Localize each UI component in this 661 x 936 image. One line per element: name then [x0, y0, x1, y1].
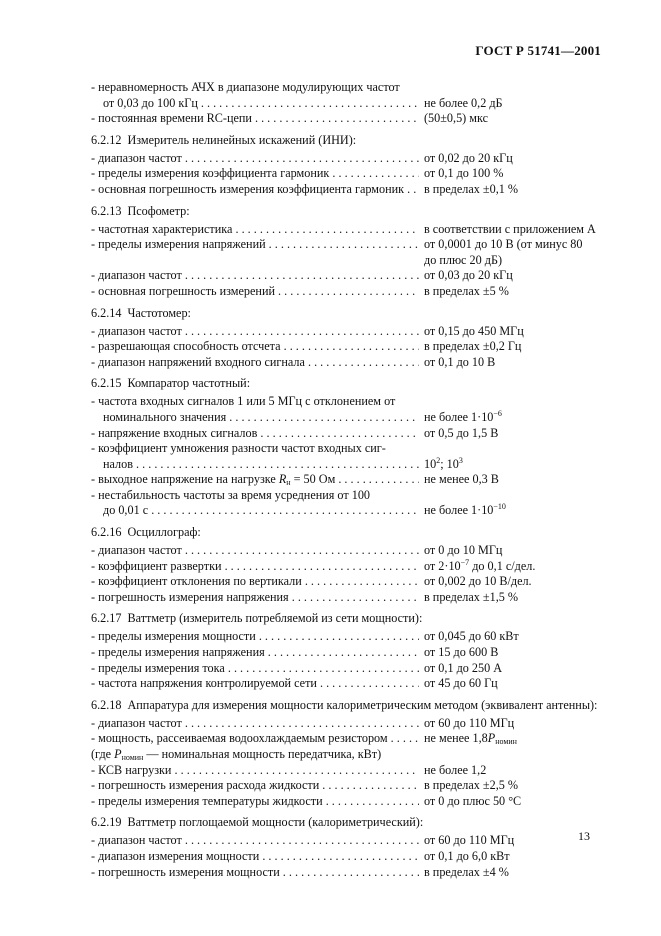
list-item: (где $P_{номин}$ — номинальная мощность передатчика, кВт): [91, 747, 382, 762]
list-item: - диапазон частот . . . от 60 до 110 МГц: [91, 716, 611, 732]
list-item: - выходное напряжение на нагрузке $R_н = 50$ Ом . . . не менее 0,3 В: [91, 472, 611, 488]
list-item: - коэффициент развертки . . . от $2\cdot 10^{-7}$ до 0,1 с/дел.: [91, 559, 611, 575]
list-item: - мощность, рассеиваемая водоохлаждаемым резистором . . . не менее $1,8P_{номин}$: [91, 731, 611, 747]
list-item: - частота напряжения контролируемой сети . . . от 45 до 60 Гц: [91, 676, 611, 692]
list-item: - основная погрешность измерения коэффициента гармоник . . . в пределах ±0,1 %: [91, 182, 611, 198]
section-heading: 6.2.15 Компаратор частотный:: [91, 376, 251, 391]
list-item: - диапазон частот . . . от 0,15 до 450 МГц: [91, 324, 611, 340]
section-heading: 6.2.17 Ваттметр (измеритель потребляемой из сети мощности):: [91, 611, 423, 626]
section-heading: 6.2.19 Ваттметр поглощаемой мощности (калориметрический):: [91, 815, 424, 830]
list-item: - пределы измерения мощности . . . от 0,045 до 60 кВт: [91, 629, 611, 645]
list-item: - пределы измерения температуры жидкости . . . от 0 до плюс 50 °С: [91, 794, 611, 810]
list-item: - разрешающая способность отсчета . . . в пределах ±0,2 Гц: [91, 339, 611, 355]
section-heading: 6.2.13 Псофометр:: [91, 203, 190, 218]
list-item: - пределы измерения напряжений . . . от 0,0001 до 10 В (от минус 80: [91, 237, 611, 253]
list-item: от 0,03 до 100 кГц . . . не более 0,2 дБ: [91, 96, 611, 112]
document-header: ГОСТ Р 51741—2001: [475, 43, 601, 58]
list-item: налов . . . $10^2$; $10^3$: [91, 457, 611, 473]
list-item: - напряжение входных сигналов . . . от 0,5 до 1,5 В: [91, 426, 611, 442]
list-item: - погрешность измерения напряжения . . . в пределах ±1,5 %: [91, 590, 611, 606]
list-item: - постоянная времени RC-цепи . . . (50±0,5) мкс: [91, 111, 611, 127]
spec-content: [91, 80, 611, 880]
list-item: - пределы измерения тока . . . от 0,1 до 250 А: [91, 661, 611, 677]
list-item: - КСВ нагрузки . . . не более 1,2: [91, 763, 611, 779]
list-item: - пределы измерения напряжения . . . от 15 до 600 В: [91, 645, 611, 661]
list-item: - диапазон частот . . . от 60 до 110 МГц: [91, 833, 611, 849]
list-item: - диапазон частот . . . от 0,02 до 20 кГц: [91, 151, 611, 167]
list-item: номинального значения . . . не более $1\cdot 10^{-6}$: [91, 410, 611, 426]
list-item: - нестабильность частоты за время усреднения от 100: [91, 487, 371, 502]
list-item: - частотная характеристика . . . в соответствии с приложением А: [91, 222, 611, 238]
list-item: - диапазон измерения мощности . . . от 0,1 до 6,0 кВт: [91, 849, 611, 865]
page-number: 13: [578, 829, 590, 843]
list-item: - диапазон частот . . . от 0,03 до 20 кГц: [91, 268, 611, 284]
section-heading: 6.2.18 Аппаратура для измерения мощности калориметрическим методом (эквивалент антенны):: [91, 697, 598, 712]
list-item: - диапазон частот . . . от 0 до 10 МГц: [91, 543, 611, 559]
list-item: до 0,01 с . . . не более $1\cdot 10^{-10}$: [91, 503, 611, 519]
list-item: - пределы измерения коэффициента гармоник . . . от 0,1 до 100 %: [91, 166, 611, 182]
section-heading: 6.2.14 Частотомер:: [91, 305, 191, 320]
list-item: - погрешность измерения мощности . . . в пределах ±4 %: [91, 865, 611, 881]
list-item: - погрешность измерения расхода жидкости . . . в пределах ±2,5 %: [91, 778, 611, 794]
list-item: - коэффициент отклонения по вертикали . . . от 0,002 до 10 В/дел.: [91, 574, 611, 590]
list-item: - коэффициент умножения разности частот входных сиг-: [91, 441, 386, 456]
list-item: до плюс 20 дБ): [424, 252, 502, 267]
list-item: - основная погрешность измерений . . . в пределах ±5 %: [91, 284, 611, 300]
list-item: - частота входных сигналов 1 или 5 МГц с отклонением от: [91, 394, 396, 409]
section-heading: 6.2.16 Осциллограф:: [91, 525, 201, 540]
list-item: - неравномерность АЧХ в диапазоне модулирующих частот: [91, 80, 400, 94]
section-heading: 6.2.12 Измеритель нелинейных искажений (ИНИ):: [91, 132, 357, 147]
list-item: - диапазон напряжений входного сигнала . . . от 0,1 до 10 В: [91, 355, 611, 371]
